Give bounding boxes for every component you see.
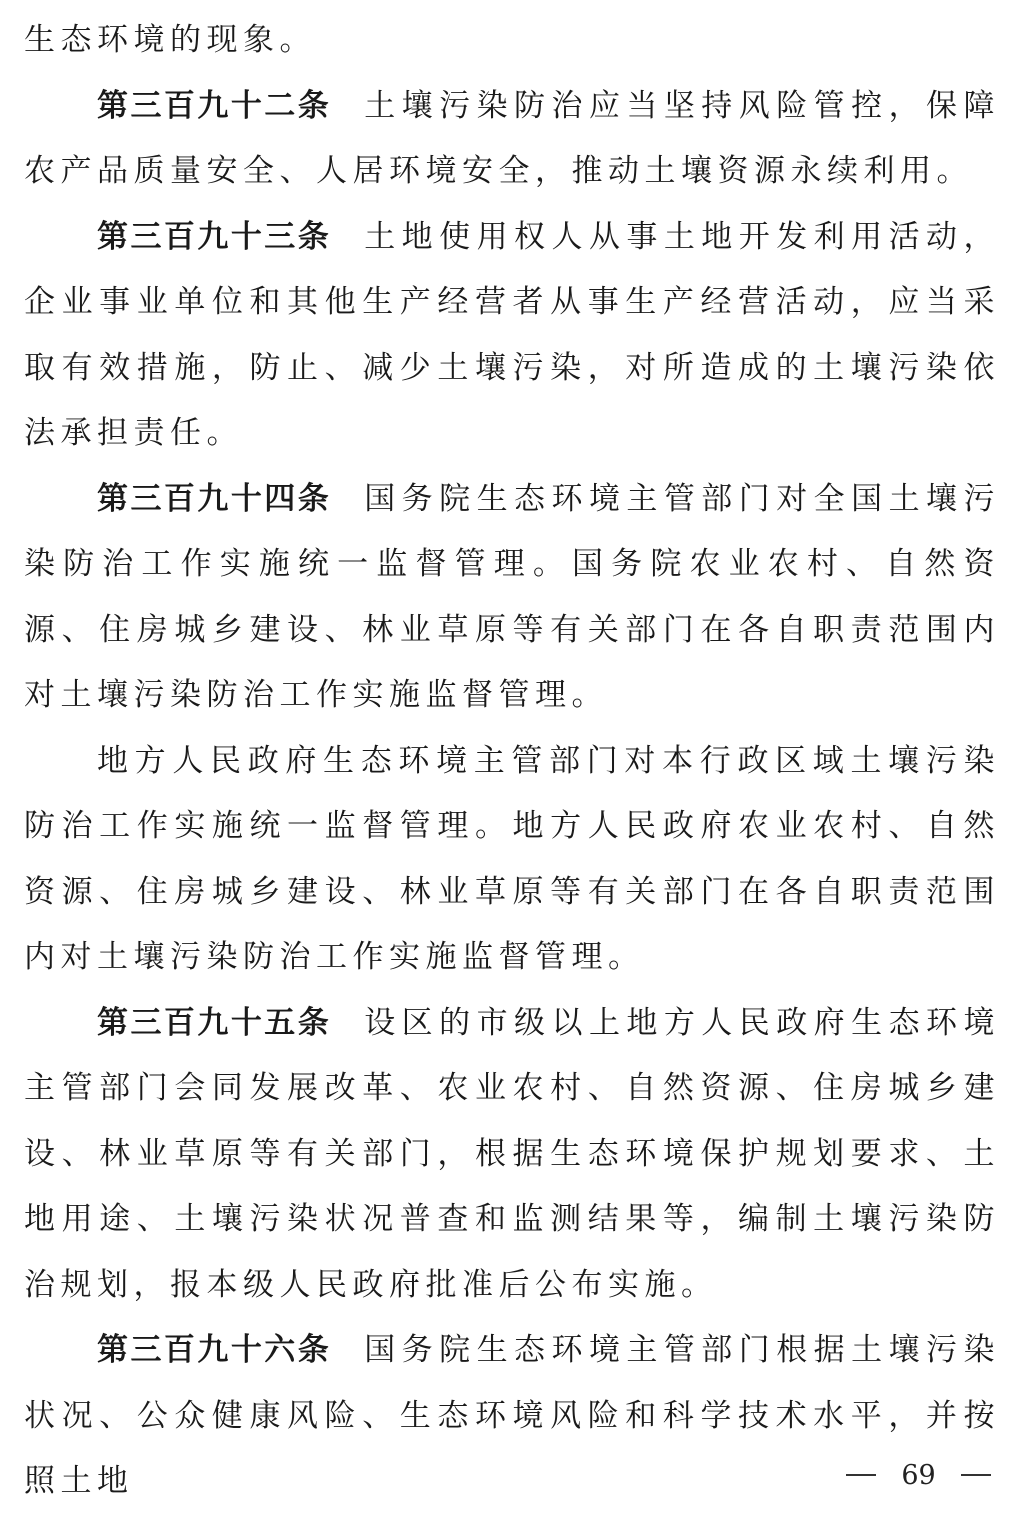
article-heading: 第三百九十三条 (97, 218, 332, 255)
page-number-left-dash (846, 1474, 876, 1476)
paragraph-text: 生态环境的现象。 (24, 22, 316, 58)
article-text: 土地使用权人从事土地开发利用活动，企业事业单位和其他生产经营者从事生产经营活动，应当采取有效措施，防止、减少土壤污染，对所造成的土壤污染依法承担责任。 (24, 218, 1001, 451)
article-heading: 第三百九十六条 (97, 1332, 332, 1368)
article-393 (24, 205, 1000, 467)
article-394-paragraph-2 (24, 729, 1000, 991)
page-number (846, 1455, 991, 1495)
paragraph-continuation (24, 8, 1000, 74)
article-392 (24, 74, 1000, 205)
article-heading: 第三百九十五条 (97, 1004, 332, 1041)
page-number-value: 69 (901, 1459, 936, 1491)
article-heading: 第三百九十二条 (97, 87, 332, 124)
document-body (24, 8, 1000, 1515)
article-text: 地方人民政府生态环境主管部门对本行政区域土壤污染防治工作实施统一监督管理。地方人民政府农业农村、自然资源、住房城乡建设、林业草原等有关部门在各自职责范围内对土壤污染防治工作实施监督管理。 (24, 742, 1000, 975)
article-text: 土壤污染防治应当坚持风险管控，保障农产品质量安全、人居环境安全，推动土壤资源永续利用。 (24, 87, 1001, 189)
article-text: 国务院生态环境主管部门对全国土壤污染防治工作实施统一监督管理。国务院农业农村、自然资源、住房城乡建设、林业草原等有关部门在各自职责范围内对土壤污染防治工作实施监督管理。 (24, 480, 1001, 713)
article-394 (24, 467, 1000, 729)
article-text: 国务院生态环境主管部门根据土壤污染状况、公众健康风险、生态环境风险和科学技术水平，并按照土地 (24, 1332, 1001, 1499)
article-text: 设区的市级以上地方人民政府生态环境主管部门会同发展改革、农业农村、自然资源、住房城乡建设、林业草原等有关部门，根据生态环境保护规划要求、土地用途、土壤污染状况普查和监测结果等，编制土壤污染防治规划，报本级人民政府批准后公布实施。 (24, 1004, 1001, 1303)
article-heading: 第三百九十四条 (97, 480, 332, 517)
page-number-right-dash (961, 1474, 991, 1476)
article-395 (24, 991, 1000, 1319)
